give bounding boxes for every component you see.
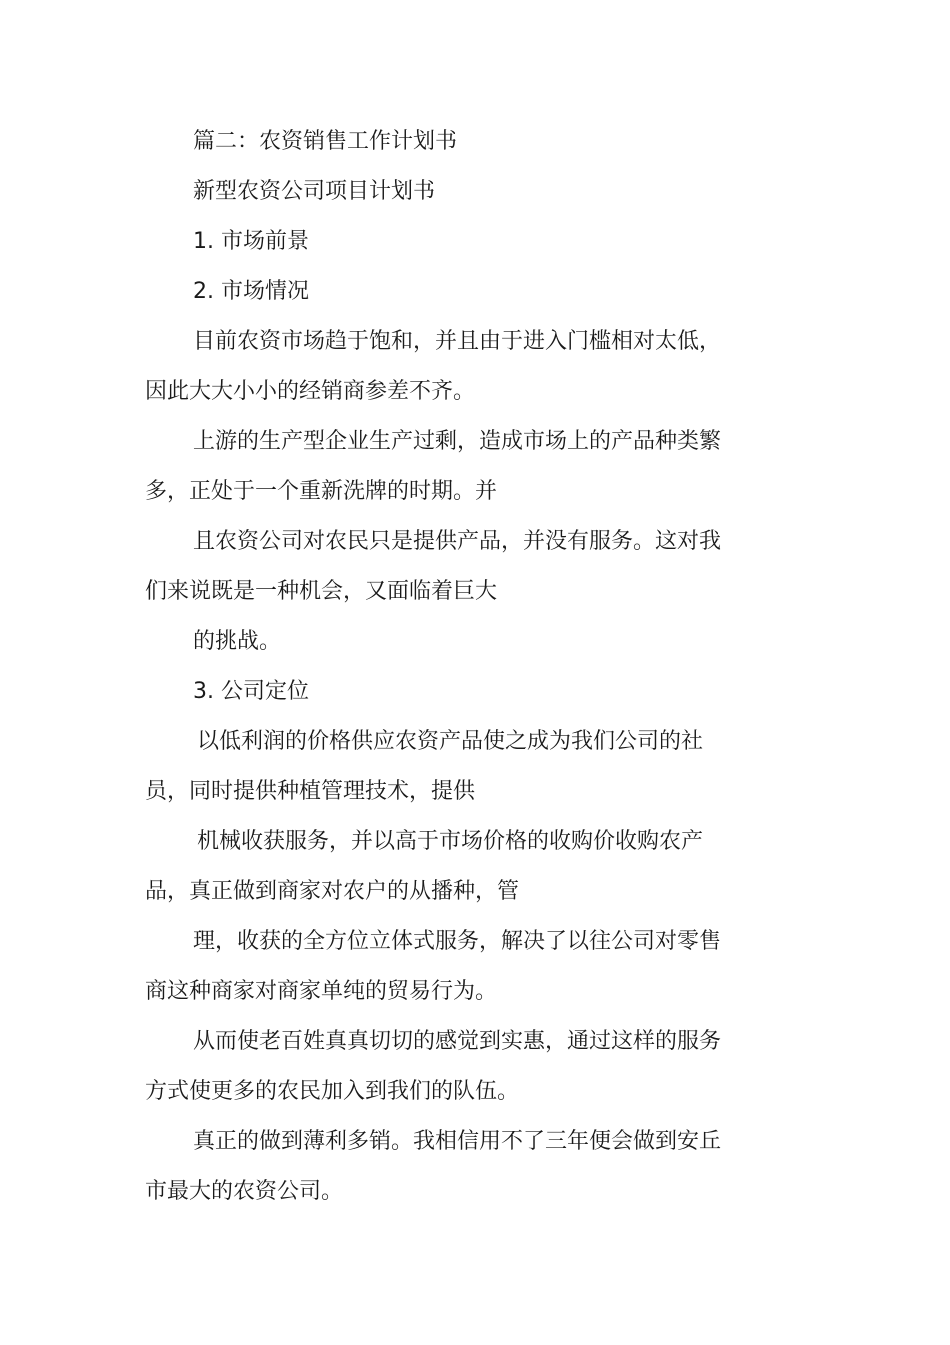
list-item-market-outlook: 1. 市场前景 (193, 229, 309, 254)
paragraph-line: 且农资公司对农民只是提供产品，并没有服务。这对我 (193, 529, 722, 554)
list-item-market-situation: 2. 市场情况 (193, 279, 309, 304)
paragraph-line: 们来说既是一种机会，又面临着巨大 (145, 579, 498, 604)
paragraph-line: 目前农资市场趋于饱和，并且由于进入门槛相对太低， (193, 329, 722, 354)
paragraph-line: 多，正处于一个重新洗牌的时期。并 (145, 479, 498, 504)
paragraph-line: 机械收获服务，并以高于市场价格的收购价收购农产 (197, 829, 704, 854)
paragraph-line: 的挑战。 (193, 629, 282, 654)
paragraph-line: 上游的生产型企业生产过剩，造成市场上的产品种类繁 (193, 429, 722, 454)
section-heading: 篇二：农资销售工作计划书 (193, 129, 458, 154)
paragraph-line: 理，收获的全方位立体式服务，解决了以往公司对零售 (193, 929, 722, 954)
paragraph-line: 品，真正做到商家对农户的从播种，管 (145, 879, 520, 904)
paragraph-line: 真正的做到薄利多销。我相信用不了三年便会做到安丘 (193, 1129, 722, 1154)
paragraph-line: 商这种商家对商家单纯的贸易行为。 (145, 979, 498, 1004)
paragraph-line: 从而使老百姓真真切切的感觉到实惠，通过这样的服务 (193, 1029, 722, 1054)
paragraph-line: 方式使更多的农民加入到我们的队伍。 (145, 1079, 520, 1104)
paragraph-line: 员，同时提供种植管理技术，提供 (145, 779, 476, 804)
paragraph-line: 市最大的农资公司。 (145, 1179, 344, 1204)
list-item-company-positioning: 3. 公司定位 (193, 679, 309, 704)
paragraph-line: 因此大大小小的经销商参差不齐。 (145, 379, 476, 404)
paragraph-line: 以低利润的价格供应农资产品使之成为我们公司的社 (197, 729, 704, 754)
document-title: 新型农资公司项目计划书 (193, 179, 436, 204)
